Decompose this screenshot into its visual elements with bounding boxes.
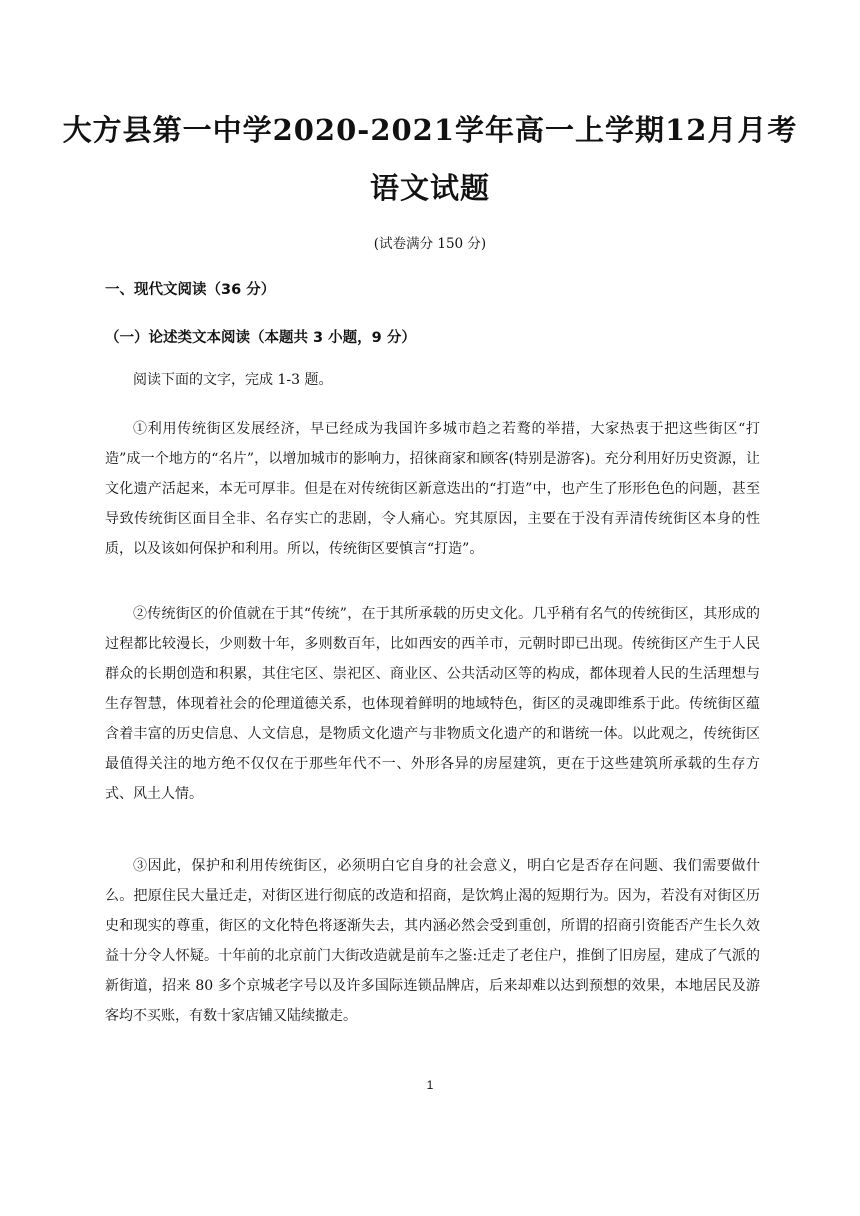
paragraph-1: ①利用传统街区发展经济，早已经成为我国许多城市趋之若鹜的举措，大家热衷于把这些街区“打造”成一个地方的“名片”，以增加城市的影响力，招徕商家和顾客(特别是游客)。充分利用好历史资源，让文化遗产活起来，本无可厚非。但是在对传统街区新意迭出的“打造”中，也产生了形形色色的问题，甚至导致传统街区面目全非、名存实亡的悲剧，令人痛心。究其原因，主要在于没有弄清传统街区本身的性质，以及该如何保护和利用。所以，传统街区要慎言“打造”。 [105,421,760,557]
instruction-text: 阅读下面的文字，完成 1-3 题。 [133,372,333,388]
document-title: 大方县第一中学2020-2021学年高一上学期12月月考 [62,113,798,147]
paragraph-2: ②传统街区的价值就在于其“传统”，在于其所承载的历史文化。几乎稍有名气的传统街区，其形成的过程都比较漫长，少则数十年，多则数百年，比如西安的西羊市，元朝时即已出现。传统街区产生于人民群众的长期创造和积累，其住宅区、崇祀区、商业区、公共活动区等的构成，都体现着人民的生活理想与生存智慧，体现着社会的伦理道德关系，也体现着鲜明的地域特色，街区的灵魂即维系于此。传统街区蕴含着丰富的历史信息、人文信息，是物质文化遗产与非物质文化遗产的和谐统一体。以此观之，传统街区最值得关注的地方绝不仅仅在于那些年代不一、外形各异的房屋建筑，更在于这些建筑所承载的生存方式、风土人情。 [105,606,760,802]
section-heading: 一、现代文阅读（36 分） [105,282,276,298]
page-number: 1 [426,1078,434,1092]
score-note: (试卷满分 150 分) [373,236,487,252]
subsection-heading: （一）论述类文本阅读（本题共 3 小题，9 分） [105,330,416,346]
paragraph-3: ③因此，保护和利用传统街区，必须明白它自身的社会意义，明白它是否存在问题、我们需要做什么。把原住民大量迁走，对街区进行彻底的改造和招商，是饮鸩止渴的短期行为。因为，若没有对街区历史和现实的尊重，街区的文化特色将逐渐失去，其内涵必然会受到重创，所谓的招商引资能否产生长久效益十分令人怀疑。十年前的北京前门大街改造就是前车之鉴:迁走了老住户，推倒了旧房屋，建成了气派的新街道，招来 80 多个京城老字号以及许多国际连锁品牌店，后来却难以达到预想的效果，本地居民及游客均不买账，有数十家店铺又陆续撤走。 [105,858,760,1024]
document-subtitle: 语文试题 [369,171,490,205]
